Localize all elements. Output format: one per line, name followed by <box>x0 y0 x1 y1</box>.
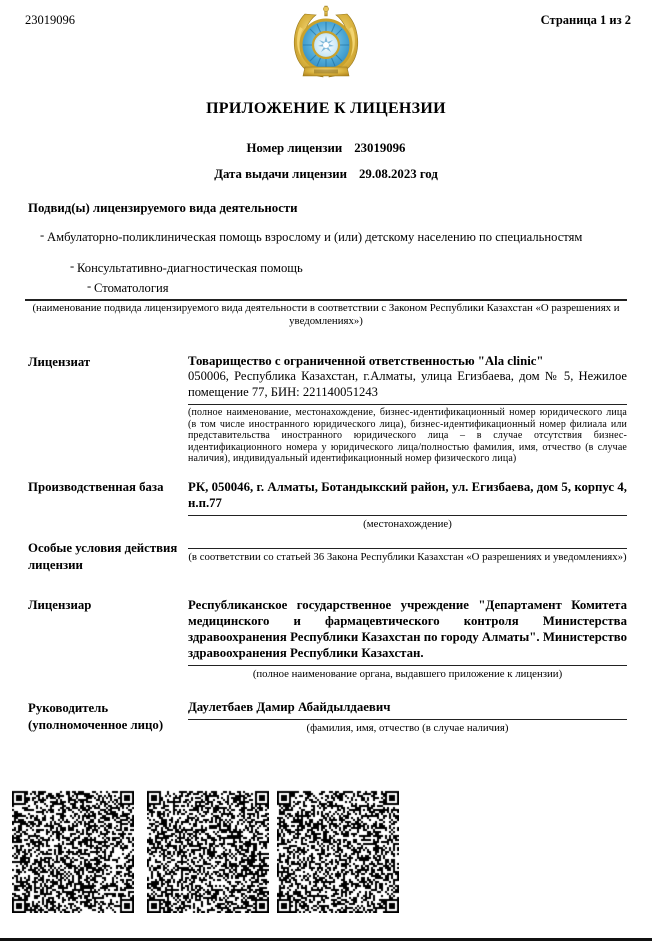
production-base-value: РК, 050046, г. Алматы, Ботандыкский район, ул. Егизбаева, дом 5, корпус 4, н.п.77 <box>188 479 627 510</box>
subtypes-heading: Подвид(ы) лицензируемого вида деятельности <box>28 201 298 215</box>
qr-code-row <box>12 790 399 913</box>
qr-code-1 <box>12 790 134 913</box>
licensor-section <box>28 597 627 681</box>
sections <box>0 354 652 735</box>
page-header <box>0 0 652 90</box>
special-conditions-section <box>28 540 627 574</box>
subtype-item: - Консультативно-диагностическая помощь <box>77 261 627 276</box>
qr-code-3 <box>277 790 399 913</box>
licensor-caption: (полное наименование органа, выдавшего приложение к лицензии) <box>252 667 563 680</box>
document-number: 23019096 <box>25 13 75 27</box>
head-person-caption: (фамилия, имя, отчество (в случае наличия) <box>306 721 509 734</box>
divider-line <box>25 299 627 301</box>
special-conditions-label: Особые условия действия лицензии <box>28 540 178 572</box>
page-bottom-border <box>0 938 652 941</box>
license-date-value: 29.08.2023 год <box>359 167 438 181</box>
production-base-label: Производственная база <box>28 479 164 494</box>
subtypes-caption: (наименование подвида лицензируемого вида деятельности в соответствии с Законом Республики Казахстан «О разрешениях и уведомлениях») <box>32 302 620 327</box>
license-number-label: Номер лицензии <box>246 141 343 155</box>
kazakhstan-emblem-icon <box>290 5 362 85</box>
special-conditions-caption: (в соответствии со статьей 36 Закона Республики Казахстан «О разрешениях и уведомлениях») <box>188 550 627 563</box>
licensee-name: Товарищество с ограниченной ответственностью "Ala clinic" <box>188 354 544 368</box>
production-base-section <box>28 479 627 531</box>
qr-code-2 <box>147 790 269 913</box>
head-person-section <box>28 700 627 735</box>
subtype-item: - Стоматология <box>94 281 627 296</box>
document-title: ПРИЛОЖЕНИЕ К ЛИЦЕНЗИИ <box>206 100 446 117</box>
licensee-section <box>28 354 627 465</box>
licensee-address: 050006, Республика Казахстан, г.Алматы, улица Егизбаева, дом № 5, Нежилое помещение 77, БИН: 221140051243 <box>188 369 627 399</box>
licensee-caption: (полное наименование, местонахождение, бизнес-идентификационный номер юридического лица (в том числе иностранного юридического лица), бизнес-идентификационный номер филиала или представительства иностранного юридического лица – в случае отсутствия бизнес-идентификационного номера у юридического лица/полностью фамилия, имя, отчество (в случае наличия), индивидуальный идентификационный номер физического лица) <box>188 407 627 465</box>
licensee-label: Лицензиат <box>28 355 91 369</box>
licensor-label: Лицензиар <box>28 597 92 612</box>
licensor-value: Республиканское государственное учреждение "Департамент Комитета медицинского и фармацевтического контроля Министерства здравоохранения Республики Казахстан по городу Алматы". Министерство здравоохранения Республики Казахстан. <box>188 597 627 660</box>
production-base-caption: (местонахождение) <box>363 517 452 530</box>
license-date-row <box>0 167 652 182</box>
page-number-indicator: Страница 1 из 2 <box>540 13 631 27</box>
head-person-label: Руководитель (уполномоченное лицо) <box>28 700 164 732</box>
license-date-label: Дата выдачи лицензии <box>214 167 348 181</box>
subtype-item: - Амбулаторно-поликлиническая помощь взрослому и (или) детскому населению по специальностям <box>47 230 627 245</box>
head-person-value: Даулетбаев Дамир Абайдылдаевич <box>188 699 391 714</box>
license-number-value: 23019096 <box>354 141 406 155</box>
license-number-row <box>0 141 652 156</box>
